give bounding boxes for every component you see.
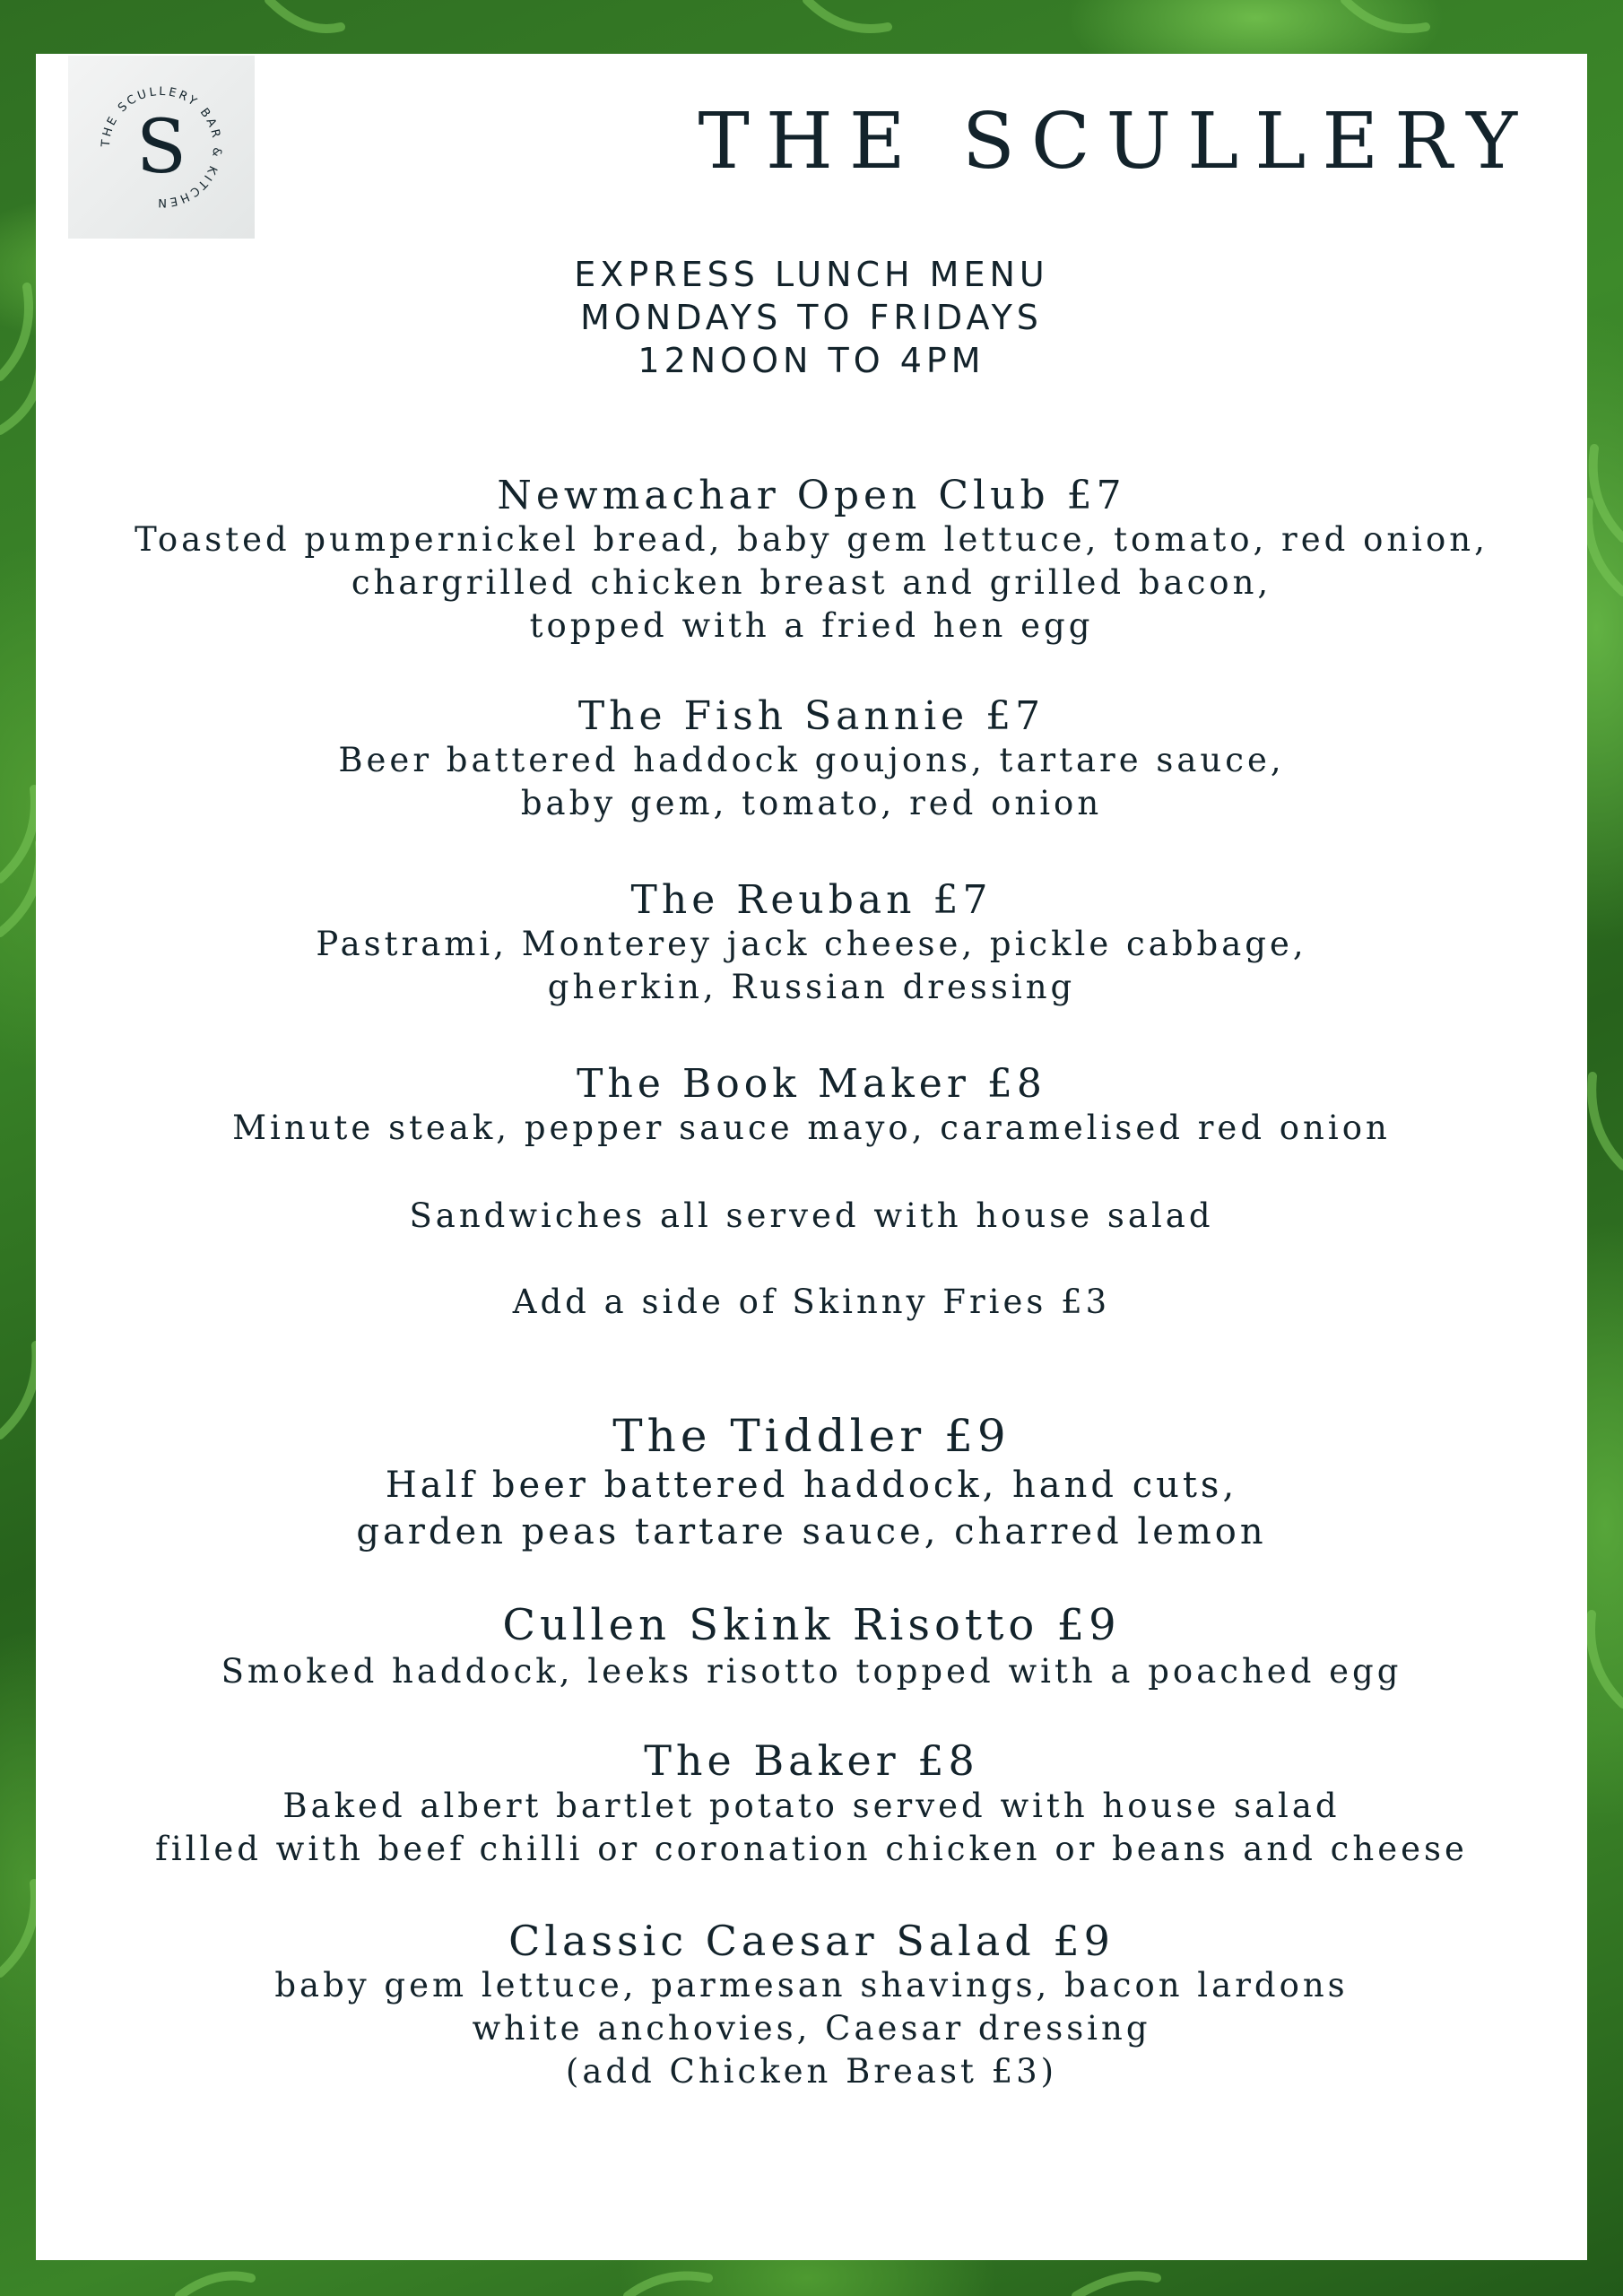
item-name: The Baker £8	[644, 1736, 979, 1785]
menu-card	[36, 54, 1587, 2260]
item-desc-line: Half beer battered haddock, hand cuts,	[385, 1465, 1238, 1506]
item-name: The Book Maker £8	[577, 1061, 1046, 1107]
menu-item-tiddler	[36, 1410, 1587, 1555]
item-desc-line: Pastrami, Monterey jack cheese, pickle cabbage,	[316, 925, 1307, 963]
item-name: The Reuban £7	[630, 877, 993, 923]
item-desc-line: topped with a fried hen egg	[529, 606, 1094, 645]
item-desc-line: Minute steak, pepper sauce mayo, caramelised red onion	[232, 1109, 1391, 1147]
item-desc-line: garden peas tartare sauce, charred lemon	[356, 1511, 1267, 1552]
item-desc-line: Smoked haddock, leeks risotto topped with a poached egg	[221, 1652, 1402, 1691]
item-desc-line: gherkin, Russian dressing	[547, 968, 1076, 1006]
item-desc-line: chargrilled chicken breast and grilled bacon,	[351, 563, 1272, 602]
restaurant-name: THE SCULLERY	[698, 97, 1533, 187]
menu-header-title: EXPRESS LUNCH MENU	[574, 255, 1049, 294]
item-desc-line: (add Chicken Breast £3)	[565, 2052, 1058, 2091]
item-name: The Tiddler £9	[612, 1410, 1011, 1462]
item-name: Cullen Skink Risotto £9	[502, 1600, 1121, 1650]
item-desc-line: Baked albert bartlet potato served with house salad	[282, 1787, 1341, 1825]
menu-header-hours: 12NOON TO 4PM	[638, 341, 985, 380]
item-desc-line: Toasted pumpernickel bread, baby gem lettuce, tomato, red onion,	[135, 520, 1488, 559]
item-desc-line: baby gem lettuce, parmesan shavings, bacon lardons	[274, 1966, 1349, 2005]
scullery-logo	[68, 56, 255, 239]
menu-item-cullen-skink-risotto	[36, 1600, 1587, 1693]
menu-item-classic-caesar-salad	[36, 1918, 1587, 2093]
scullery-logo-icon	[68, 56, 255, 239]
logo-letter: S	[135, 105, 187, 190]
item-name: The Fish Sannie £7	[577, 693, 1046, 739]
menu-item-book-maker	[36, 1062, 1587, 1150]
logo-ring-text: THE SCULLERY BAR & KITCHEN	[99, 84, 224, 210]
item-name: Newmachar Open Club £7	[497, 473, 1126, 518]
menu-item-newmachar-open-club	[36, 474, 1587, 648]
side-fries-note: Add a side of Skinny Fries £3	[512, 1283, 1111, 1321]
item-desc-line: white anchovies, Caesar dressing	[472, 2009, 1151, 2048]
menu-item-baker	[36, 1736, 1587, 1871]
item-desc-line: filled with beef chilli or coronation chicken or beans and cheese	[155, 1830, 1468, 1868]
menu-item-reuban	[36, 878, 1587, 1009]
menu-item-fish-sannie	[36, 694, 1587, 825]
sandwich-served-note: Sandwiches all served with house salad	[409, 1196, 1214, 1235]
item-desc-line: baby gem, tomato, red onion	[520, 784, 1103, 822]
item-name: Classic Caesar Salad £9	[508, 1917, 1115, 1965]
menu-header-days: MONDAYS TO FRIDAYS	[580, 298, 1043, 337]
menu-header	[36, 253, 1587, 382]
item-desc-line: Beer battered haddock goujons, tartare sauce,	[338, 741, 1285, 779]
